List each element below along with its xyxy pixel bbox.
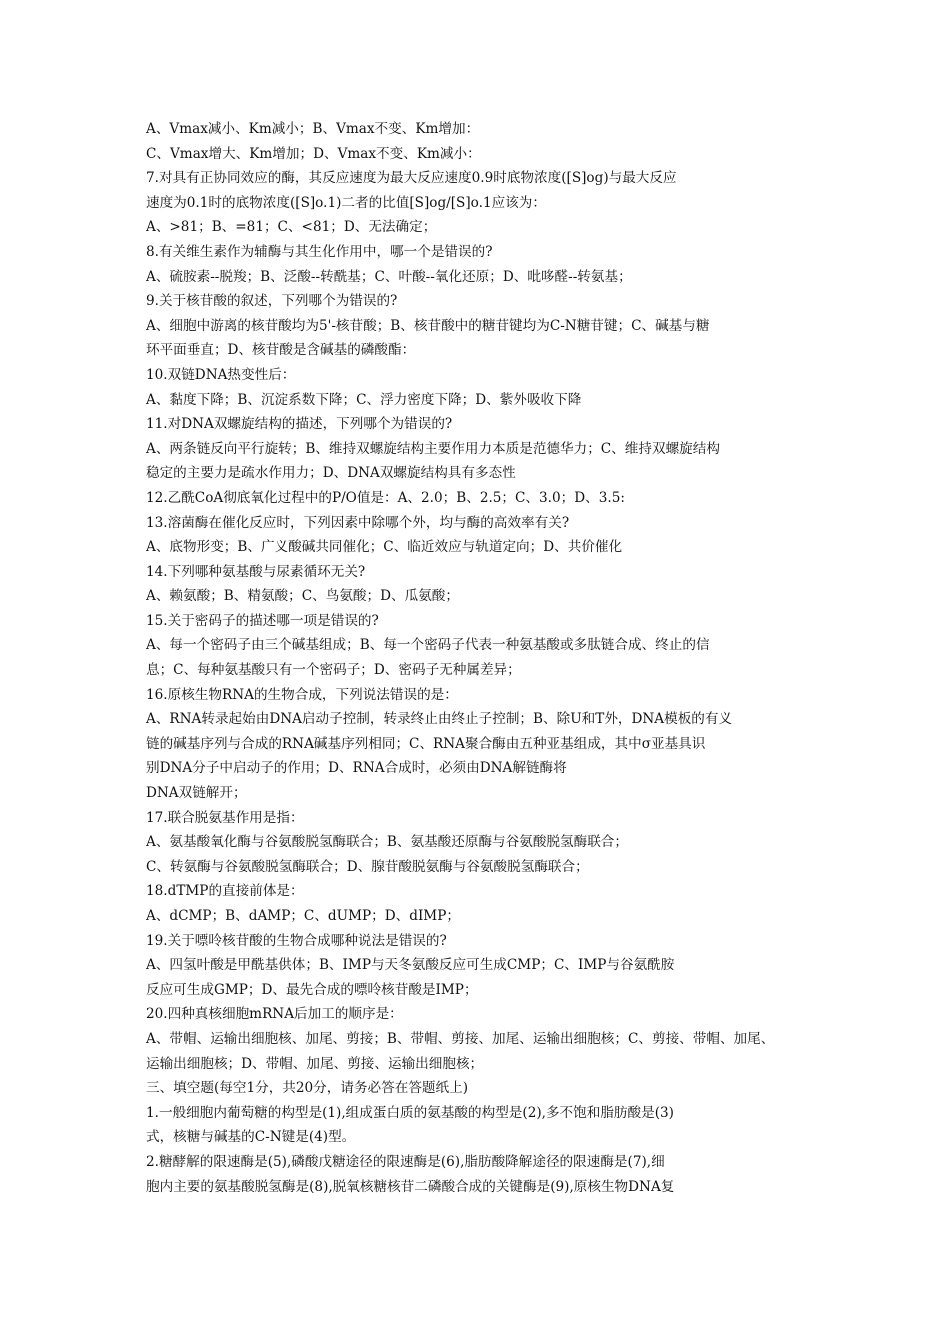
text-line: 胞内主要的氨基酸脱氢酶是(8),脱氧核糖核苷二磷酸合成的关键酶是(9),原核生物DNA复	[146, 1178, 675, 1195]
text-line: DNA双链解开；	[146, 785, 247, 802]
options-15: A、每一个密码子由三个碱基组成；B、每一个密码子代表一种氨基酸或多肽链合成、终止的信	[146, 637, 710, 654]
question-14: 14.下列哪种氨基酸与尿素循环无关?	[146, 563, 366, 580]
text-line: C、转氨酶与谷氨酸脱氢酶联合；D、腺苷酸脱氨酶与谷氨酸脱氢酶联合；	[146, 858, 589, 875]
question-17: 17.联合脱氨基作用是指：	[146, 809, 304, 826]
fill-blank-1: 1.一般细胞内葡萄糖的构型是(1),组成蛋白质的氨基酸的构型是(2),多不饱和脂肪酸是(3)	[146, 1104, 674, 1121]
options-9: A、细胞中游离的核苷酸均为5'-核苷酸；B、核苷酸中的糖苷键均为C-N糖苷键；C、碱基与糖	[146, 317, 710, 334]
options-19: A、四氢叶酸是甲酰基供体；B、IMP与天冬氨酸反应可生成CMP；C、IMP与谷氨酰胺	[146, 957, 675, 974]
text-line: 别DNA分子中启动子的作用；D、RNA合成时，必须由DNA解链酶将	[146, 760, 567, 777]
text-line: 式，核糖与碱基的C-N键是(4)型。	[146, 1129, 356, 1146]
options-13: A、底物形变；B、广义酸碱共同催化；C、临近效应与轨道定向；D、共价催化	[146, 539, 623, 556]
question-10: 10.双链DNA热变性后：	[146, 366, 296, 383]
question-7: 7.对具有正协同效应的酶，其反应速度为最大反应速度0.9时底物浓度([S]og)与最大反应	[146, 170, 677, 187]
options-16: A、RNA转录起始由DNA启动子控制，转录终止由终止子控制；B、除U和T外，DNA模板的有义	[146, 711, 733, 728]
section-heading: 三、填空题(每空1分，共20分，请务必答在答题纸上)	[146, 1080, 469, 1097]
options-11: A、两条链反向平行旋转；B、维持双螺旋结构主要作用力本质是范德华力；C、维持双螺旋结构	[146, 440, 720, 457]
options-17: A、氨基酸氧化酶与谷氨酸脱氢酶联合；B、氨基酸还原酶与谷氨酸脱氢酶联合；	[146, 834, 628, 851]
text-line: 息；C、每种氨基酸只有一个密码子；D、密码子无种属差异；	[146, 662, 521, 679]
options-20: A、带帽、运输出细胞核、加尾、剪接；B、带帽、剪接、加尾、运输出细胞核；C、剪接、带帽、加尾、	[146, 1030, 775, 1047]
question-18: 18.dTMP的直接前体是：	[146, 883, 304, 900]
text-line: 环平面垂直；D、核苷酸是含碱基的磷酸酯：	[146, 342, 416, 359]
question-19: 19.关于嘌呤核苷酸的生物合成哪种说法是错误的?	[146, 932, 447, 949]
question-8: 8.有关维生素作为辅酶与其生化作用中，哪一个是错误的?	[146, 243, 493, 260]
question-16: 16.原核生物RNA的生物合成，下列说法错误的是：	[146, 686, 458, 703]
fill-blank-2: 2.糖酵解的限速酶是(5),磷酸戊糖途径的限速酶是(6),脂肪酸降解途径的限速酶是(7),细	[146, 1153, 665, 1170]
question-11: 11.对DNA双螺旋结构的描述，下列哪个为错误的?	[146, 416, 453, 433]
question-9: 9.关于核苷酸的叙述，下列哪个为错误的?	[146, 293, 398, 310]
question-20: 20.四种真核细胞mRNA后加工的顺序是：	[146, 1006, 403, 1023]
text-line: 反应可生成GMP；D、最先合成的嘌呤核苷酸是IMP；	[146, 981, 478, 998]
document-page	[146, 117, 814, 1199]
text-line: A、Vmax减小、Km减小；B、Vmax不变、Km增加：	[146, 121, 480, 137]
options-14: A、赖氨酸；B、精氨酸；C、鸟氨酸；D、瓜氨酸；	[146, 588, 459, 605]
options-7: A、>81；B、=81；C、<81；D、无法确定；	[146, 219, 437, 236]
options-8: A、硫胺素--脱羧；B、泛酸--转酰基；C、叶酸--氧化还原；D、吡哆醛--转氨基；	[146, 268, 632, 285]
options-10: A、黏度下降；B、沉淀系数下降；C、浮力密度下降；D、紫外吸收下降	[146, 391, 582, 408]
text-line: 稳定的主要力是疏水作用力；D、DNA双螺旋结构具有多态性	[146, 465, 516, 482]
text-line: C、Vmax增大、Km增加；D、Vmax不变、Km减小：	[146, 145, 481, 162]
question-12: 12.乙酰CoA彻底氧化过程中的P/O值是：A、2.0；B、2.5；C、3.0；D、3.5:	[146, 489, 625, 506]
text-line: 运输出细胞核；D、带帽、加尾、剪接、运输出细胞核；	[146, 1055, 484, 1072]
question-15: 15.关于密码子的描述哪一项是错误的?	[146, 612, 379, 629]
options-18: A、dCMP；B、dAMP；C、dUMP；D、dIMP；	[146, 908, 460, 924]
text-line: 链的碱基序列与合成的RNA碱基序列相同；C、RNA聚合酶由五种亚基组成，其中σ亚基具识	[146, 735, 706, 752]
question-13: 13.溶菌酶在催化反应时，下列因素中除哪个外，均与酶的高效率有关?	[146, 514, 570, 531]
text-line: 速度为0.1时的底物浓度([S]o.1)二者的比值[S]og/[S]o.1应该为：	[146, 194, 546, 211]
